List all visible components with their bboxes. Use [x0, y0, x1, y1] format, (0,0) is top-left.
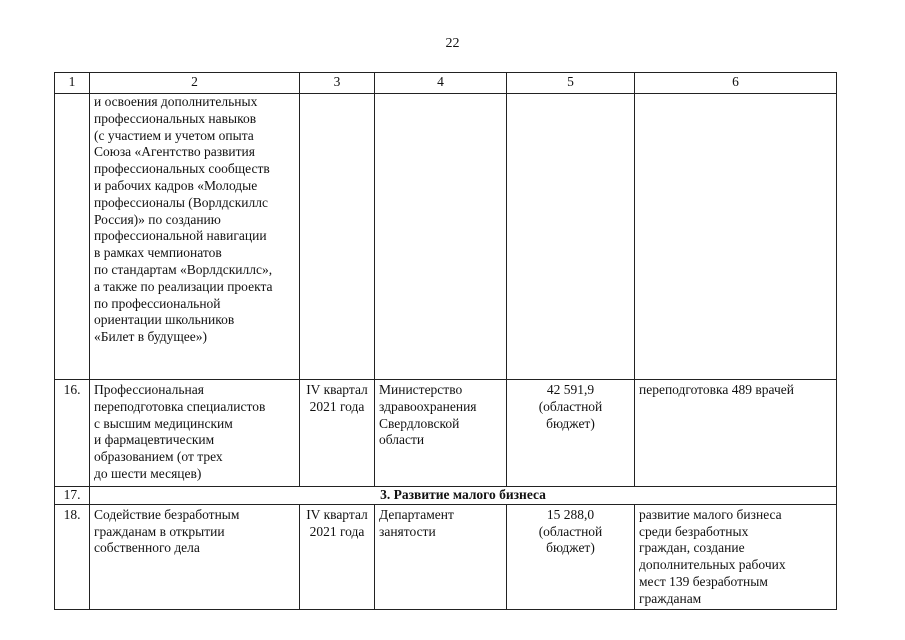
text-line: Министерство: [379, 382, 463, 397]
row-number: 17.: [55, 487, 90, 505]
text-line: IV квартал: [306, 506, 368, 522]
text-line: переподготовка 489 врачей: [639, 382, 794, 397]
result-cell: [635, 504, 837, 609]
text-line: бюджет): [546, 415, 595, 431]
text-line: 2021 года: [309, 398, 365, 414]
text-line: профессионалы (Ворлдскиллс: [94, 194, 268, 210]
executor-cell: [375, 380, 507, 487]
text-line: и рабочих кадров «Молодые: [94, 177, 258, 193]
row-number: 18.: [55, 504, 90, 609]
text-line: Союза «Агентство развития: [94, 144, 255, 160]
text-line: Профессиональная: [94, 382, 204, 397]
text-line: профессиональных навыков: [94, 110, 257, 126]
measure-description: [90, 94, 300, 380]
text-line: по профессиональной: [94, 295, 221, 311]
text-line: здравоохранения: [379, 398, 477, 414]
row-number: [55, 94, 90, 380]
text-line: области: [379, 432, 425, 448]
deadline-cell: [300, 380, 375, 487]
text-line: профессиональной навигации: [94, 228, 267, 244]
text-line: а также по реализации проекта: [94, 278, 273, 294]
text-line: образованием (от трех: [94, 449, 223, 465]
executor-cell: [375, 94, 507, 380]
page-number: 22: [445, 36, 460, 51]
table-row-18: [55, 504, 837, 609]
text-line: по стандартам «Ворлдскиллс»,: [94, 261, 273, 277]
text-line: с высшим медицинским: [94, 415, 233, 431]
column-header: 6: [635, 73, 837, 94]
text-line: Россия)» по созданию: [94, 211, 221, 227]
column-header: 3: [300, 73, 375, 94]
text-line: 15 288,0: [546, 506, 595, 522]
text-line: до шести месяцев): [94, 465, 202, 481]
text-line: гражданам в открытии: [94, 523, 225, 539]
text-line: Департамент: [379, 506, 454, 522]
text-line: переподготовка специалистов: [94, 398, 266, 414]
table-row-16: [55, 380, 837, 487]
measure-description: [90, 504, 300, 609]
text-line: и фармацевтическим: [94, 432, 215, 448]
funding-cell: [507, 94, 635, 380]
text-line: дополнительных рабочих: [639, 557, 786, 573]
text-line: ориентации школьников: [94, 312, 235, 328]
section-title: 3. Развитие малого бизнеса: [90, 487, 837, 505]
text-line: среди безработных: [639, 523, 749, 539]
executor-cell: [375, 504, 507, 609]
row-number: 16.: [55, 380, 90, 487]
funding-cell: [507, 380, 635, 487]
text-line: профессиональных сообществ: [94, 161, 270, 177]
text-line: 42 591,9: [546, 382, 595, 397]
result-cell: [635, 380, 837, 487]
text-line: IV квартал: [306, 382, 368, 397]
plan-table: [54, 72, 837, 610]
column-header: 2: [90, 73, 300, 94]
text-line: бюджет): [546, 540, 595, 556]
text-line: (областной: [538, 398, 603, 414]
text-line: и освоения дополнительных: [94, 94, 258, 109]
table-row-17: [55, 487, 837, 505]
text-line: Содействие безработным: [94, 506, 240, 522]
text-line: в рамках чемпионатов: [94, 245, 222, 261]
text-line: гражданам: [639, 590, 702, 606]
measure-description: [90, 380, 300, 487]
table-header-row: [55, 73, 837, 94]
text-line: Свердловской: [379, 415, 460, 431]
text-line: (с участием и учетом опыта: [94, 127, 254, 143]
text-line: (областной: [538, 523, 603, 539]
table-row-continuation: [55, 94, 837, 380]
deadline-cell: [300, 504, 375, 609]
text-line: 2021 года: [309, 523, 365, 539]
text-line: занятости: [379, 523, 436, 539]
text-line: «Билет в будущее»): [94, 329, 207, 345]
column-header: 4: [375, 73, 507, 94]
text-line: мест 139 безработным: [639, 573, 768, 589]
result-cell: [635, 94, 837, 380]
text-line: собственного дела: [94, 540, 200, 556]
column-header: 5: [507, 73, 635, 94]
text-line: развитие малого бизнеса: [639, 506, 782, 522]
funding-cell: [507, 504, 635, 609]
text-line: граждан, создание: [639, 540, 745, 556]
column-header: 1: [55, 73, 90, 94]
deadline-cell: [300, 94, 375, 380]
